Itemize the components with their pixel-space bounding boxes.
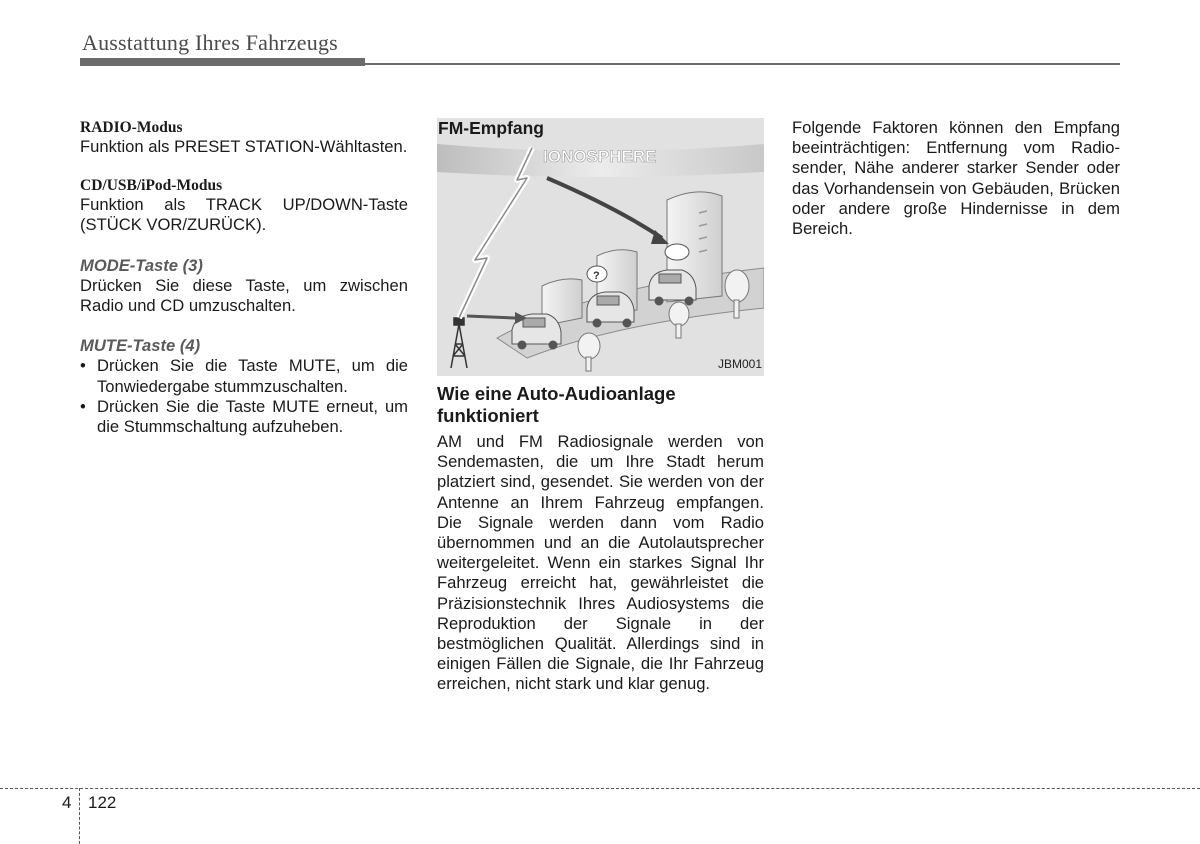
fm-reception-illustration [437, 118, 764, 376]
figure-caption: FM-Empfang [438, 118, 544, 138]
tower-icon [451, 318, 467, 368]
list-item [80, 356, 408, 396]
bubble-question-text: ? [593, 270, 600, 282]
radio-mode-text: Funktion als PRESET STATION-Wähltasten. [80, 137, 408, 156]
list-item [80, 397, 408, 437]
cd-mode-heading: CD/USB/iPod-Modus [80, 177, 223, 195]
bubble-icon [665, 244, 689, 260]
signal-arrow-icon [467, 316, 515, 318]
page-number: 122 [88, 793, 117, 812]
page-header-title: Ausstattung Ihres Fahrzeugs [82, 30, 338, 55]
bullet-mark: • [80, 356, 86, 376]
right-column [792, 118, 1120, 239]
mute-bullet-text: Drücken Sie die Taste MUTE, um die Tonwiedergabe stummzuschalten. [97, 356, 408, 396]
signal-arrow-icon [547, 178, 662, 238]
fm-reception-figure [437, 118, 764, 376]
section-body: AM und FM Radiosignale werden von Sendemasten, die um Ihre Stadt herum platziert sind, gesendet. Sie werden von der Antenne an Ihrem Fahrzeug empfangen. Die Signale werden dann vom Radio übernommen und an die Autolautsprecher weitergeleitet. Wenn ein starkes Signal Ihr Fahrzeug erreicht hat, gewährleistet die Präzisionstechnik Ihres Audiosystems die Reproduktion der Signale in der bestmöglichen Qualität. Allerdings sind in einigen Fällen die Signale, die Ihr Fahrzeug erreichen, nicht stark und klar genug. [437, 432, 764, 694]
car-icon [649, 270, 696, 305]
mode-key-text: Drücken Sie diese Taste, um zwischen Radio und CD umzuschalten. [80, 275, 408, 316]
footer-divider [79, 788, 80, 844]
car-icon [587, 292, 634, 327]
header-bar [80, 58, 365, 66]
middle-column [437, 118, 764, 695]
mute-bullet-text: Drücken Sie die Taste MUTE erneut, um die Stummschaltung aufzuheben. [97, 396, 408, 437]
reception-factors-text: Folgende Faktoren können den Empfang beeinträchtigen: Entfernung vom Radio-sender, Nähe anderer starker Sender oder das Vorhandensein von Gebäuden, Brücken oder andere große Hindernisse in dem Bereich. [792, 118, 1120, 239]
section-heading: Wie eine Auto-Audioanlage funktioniert [437, 383, 676, 426]
radio-mode-heading: RADIO-Modus [80, 119, 183, 136]
header-rule [365, 63, 1120, 65]
mute-key-heading: MUTE-Taste (4) [80, 336, 201, 356]
figure-code: JBM001 [717, 356, 762, 371]
chapter-number: 4 [62, 793, 72, 812]
mode-key-heading: MODE-Taste (3) [80, 255, 203, 275]
ionosphere-label: IONOSPHERE [543, 147, 657, 166]
bullet-mark: • [80, 396, 86, 416]
left-column [80, 118, 408, 437]
footer-rule [0, 788, 1200, 789]
cd-mode-text: Funktion als TRACK UP/DOWN-Taste (STÜCK VOR/ZURÜCK). [80, 195, 408, 235]
